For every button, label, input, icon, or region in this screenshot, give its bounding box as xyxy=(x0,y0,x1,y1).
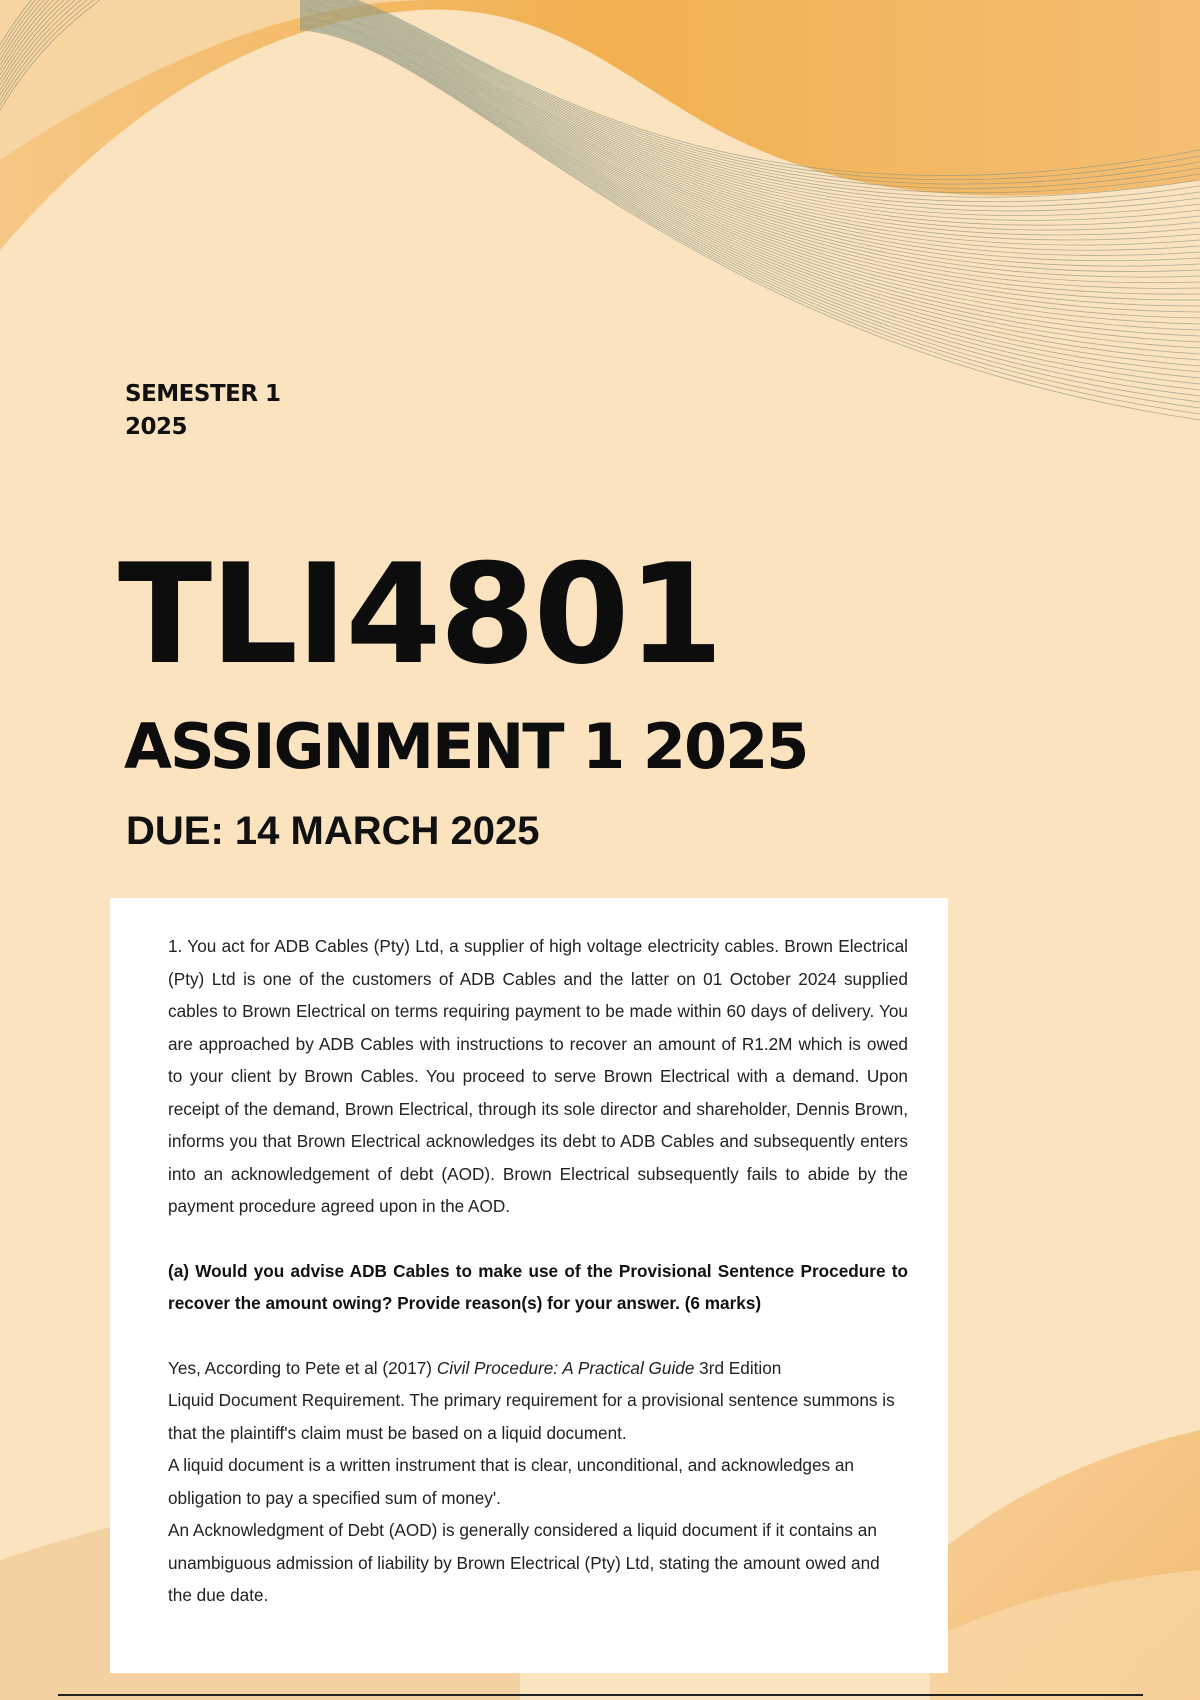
semester-info xyxy=(125,378,281,444)
assignment-title: ASSIGNMENT 1 2025 xyxy=(124,710,808,783)
content-body xyxy=(110,898,948,1612)
answer-block xyxy=(168,1352,908,1612)
bottom-divider xyxy=(58,1694,1143,1696)
question-a-text: (a) Would you advise ADB Cables to make use of the Provisional Sentence Procedure to recover the amount owing? Provide reason(s) for your answer. (6 marks) xyxy=(168,1260,908,1313)
question-1-text: 1. You act for ADB Cables (Pty) Ltd, a supplier of high voltage electricity cables. Brown Electrical (Pty) Ltd is one of the customers of ADB Cables and the latter on 01 October 2024 supplied cables to Brown Electrical on terms requiring payment to be made within 60 days of delivery. You are approached by ADB Cables with instructions to recover an amount of R1.2M which is owed to your client by Brown Cables. You proceed to serve Brown Electrical with a demand. Upon receipt of the demand, Brown Electrical, through its sole director and shareholder, Dennis Brown, informs you that Brown Electrical acknowledges its debt to ADB Cables and subsequently enters into an acknowledgement of debt (AOD). Brown Electrical subsequently fails to abide by the payment procedure agreed upon in the AOD. xyxy=(168,936,908,1216)
answer-paragraph-2: A liquid document is a written instrument that is clear, unconditional, and acknowledges an obligation to pay a specified sum of money'. xyxy=(168,1455,854,1508)
course-code: TLI4801 xyxy=(118,534,722,695)
semester-label: SEMESTER 1 xyxy=(125,381,281,407)
answer-paragraph-1: Liquid Document Requirement. The primary requirement for a provisional sentence summons is that the plaintiff's claim must be based on a liquid document. xyxy=(168,1390,895,1443)
semester-year: 2025 xyxy=(125,414,188,440)
due-date: DUE: 14 MARCH 2025 xyxy=(126,809,540,853)
answer-citation-title: Civil Procedure: A Practical Guide xyxy=(436,1357,695,1378)
content-card xyxy=(110,898,948,1673)
answer-citation-pre: Yes, According to Pete et al (2017) xyxy=(168,1357,437,1378)
answer-citation xyxy=(168,1352,908,1385)
answer-citation-post: 3rd Edition xyxy=(694,1357,782,1378)
answer-paragraph-3: An Acknowledgment of Debt (AOD) is generally considered a liquid document if it contains an unambiguous admission of liability by Brown Electrical (Pty) Ltd, stating the amount owed and the due date. xyxy=(168,1520,880,1605)
